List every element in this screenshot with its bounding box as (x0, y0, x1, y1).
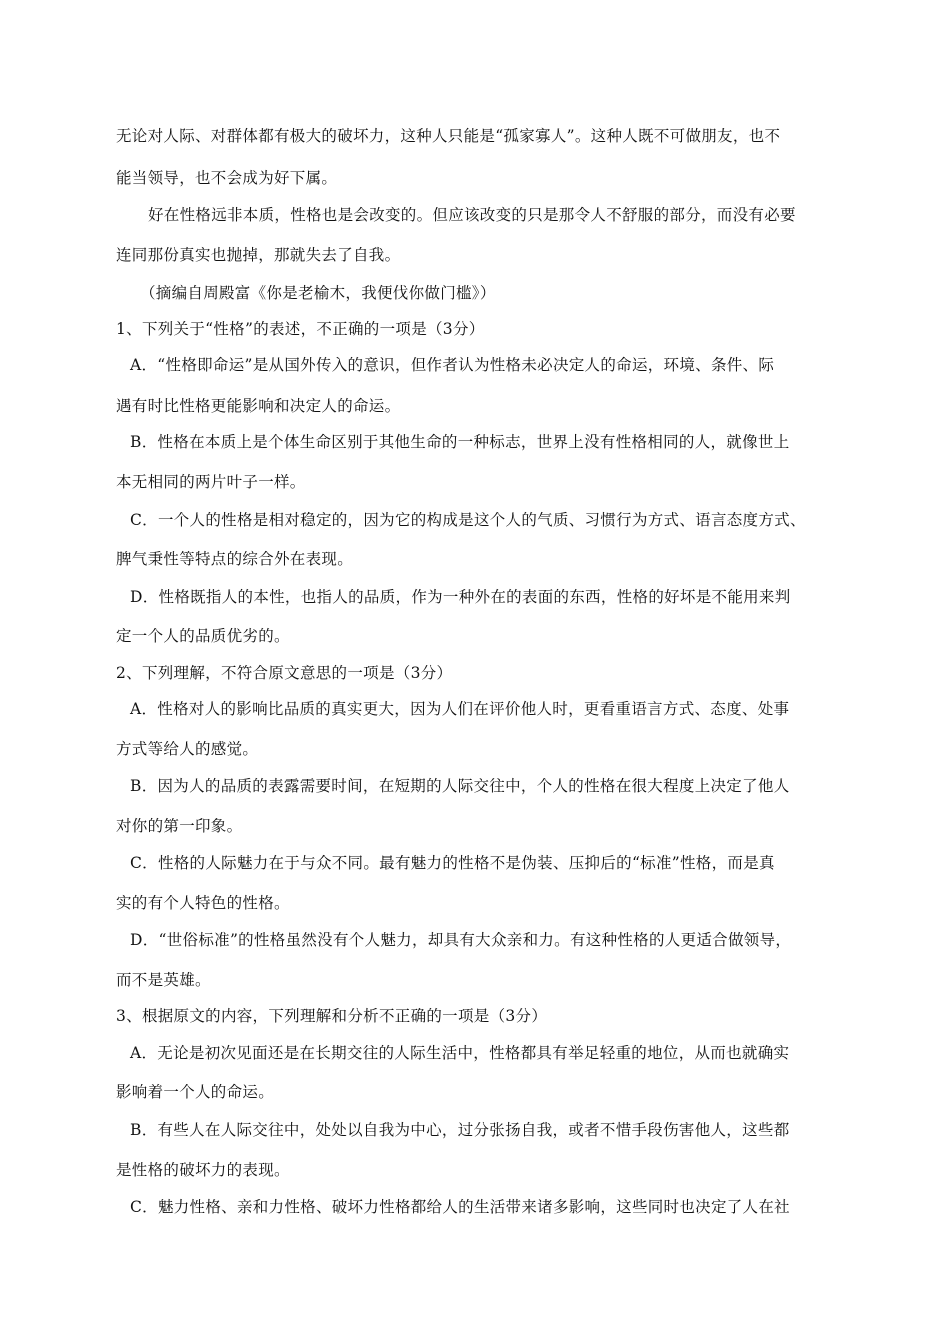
question-3-option-a-cont: 影响着一个人的命运。 (116, 1083, 275, 1101)
question-1-stem: 1、下列关于“性格”的表述，不正确的一项是（3分） (116, 320, 485, 338)
question-2-stem: 2、下列理解，不符合原文意思的一项是（3分） (116, 664, 453, 682)
question-2-option-a: A．性格对人的影响比品质的真实更大，因为人们在评价他人时，更看重语言方式、态度、处事 (130, 700, 790, 718)
question-2-option-c-cont: 实的有个人特色的性格。 (116, 894, 290, 912)
question-1-option-c-cont: 脾气秉性等特点的综合外在表现。 (116, 550, 354, 568)
question-2-option-c: C．性格的人际魅力在于与众不同。最有魅力的性格不是伪装、压抑后的“标准”性格，而是真 (130, 854, 775, 872)
question-3-option-b-cont: 是性格的破坏力的表现。 (116, 1161, 290, 1179)
question-3-option-b: B．有些人在人际交往中，处处以自我为中心，过分张扬自我，或者不惜手段伤害他人，这些都 (130, 1121, 790, 1139)
question-2-option-b-cont: 对你的第一印象。 (116, 817, 243, 835)
passage-source: （摘编自周殿富《你是老榆木，我便伐你做门槛》） (140, 284, 496, 302)
question-1-option-a: A．“性格即命运”是从国外传入的意识，但作者认为性格未必决定人的命运，环境、条件、际 (130, 356, 775, 374)
question-2-option-d: D．“世俗标准”的性格虽然没有个人魅力，却具有大众亲和力。有这种性格的人更适合做领导， (130, 931, 792, 949)
question-2-option-d-cont: 而不是英雄。 (116, 971, 211, 989)
question-1-option-b-cont: 本无相同的两片叶子一样。 (116, 473, 306, 491)
passage-line: 连同那份真实也抛掉，那就失去了自我。 (116, 246, 401, 264)
question-2-option-b: B．因为人的品质的表露需要时间，在短期的人际交往中，个人的性格在很大程度上决定了他人 (130, 777, 790, 795)
question-1-option-d-cont: 定一个人的品质优劣的。 (116, 627, 290, 645)
question-1-option-d: D．性格既指人的本性，也指人的品质，作为一种外在的表面的东西，性格的好坏是不能用来判 (130, 588, 791, 606)
question-3-stem: 3、根据原文的内容，下列理解和分析不正确的一项是（3分） (116, 1007, 548, 1025)
question-1-option-c: C．一个人的性格是相对稳定的，因为它的构成是这个人的气质、习惯行为方式、语言态度方式、 (130, 511, 806, 529)
question-3-option-c: C．魅力性格、亲和力性格、破坏力性格都给人的生活带来诸多影响，这些同时也决定了人在社 (130, 1198, 790, 1216)
question-1-option-b: B．性格在本质上是个体生命区别于其他生命的一种标志，世界上没有性格相同的人，就像世上 (130, 433, 790, 451)
question-1-option-a-cont: 遇有时比性格更能影响和决定人的命运。 (116, 397, 401, 415)
passage-line: 无论对人际、对群体都有极大的破坏力，这种人只能是“孤家寡人”。这种人既不可做朋友，也不 (116, 127, 781, 145)
passage-line: 能当领导，也不会成为好下属。 (116, 169, 338, 187)
passage-line: 好在性格远非本质，性格也是会改变的。但应该改变的只是那令人不舒服的部分，而没有必要 (148, 206, 796, 224)
question-2-option-a-cont: 方式等给人的感觉。 (116, 740, 259, 758)
question-3-option-a: A．无论是初次见面还是在长期交往的人际生活中，性格都具有举足轻重的地位，从而也就确实 (130, 1044, 790, 1062)
